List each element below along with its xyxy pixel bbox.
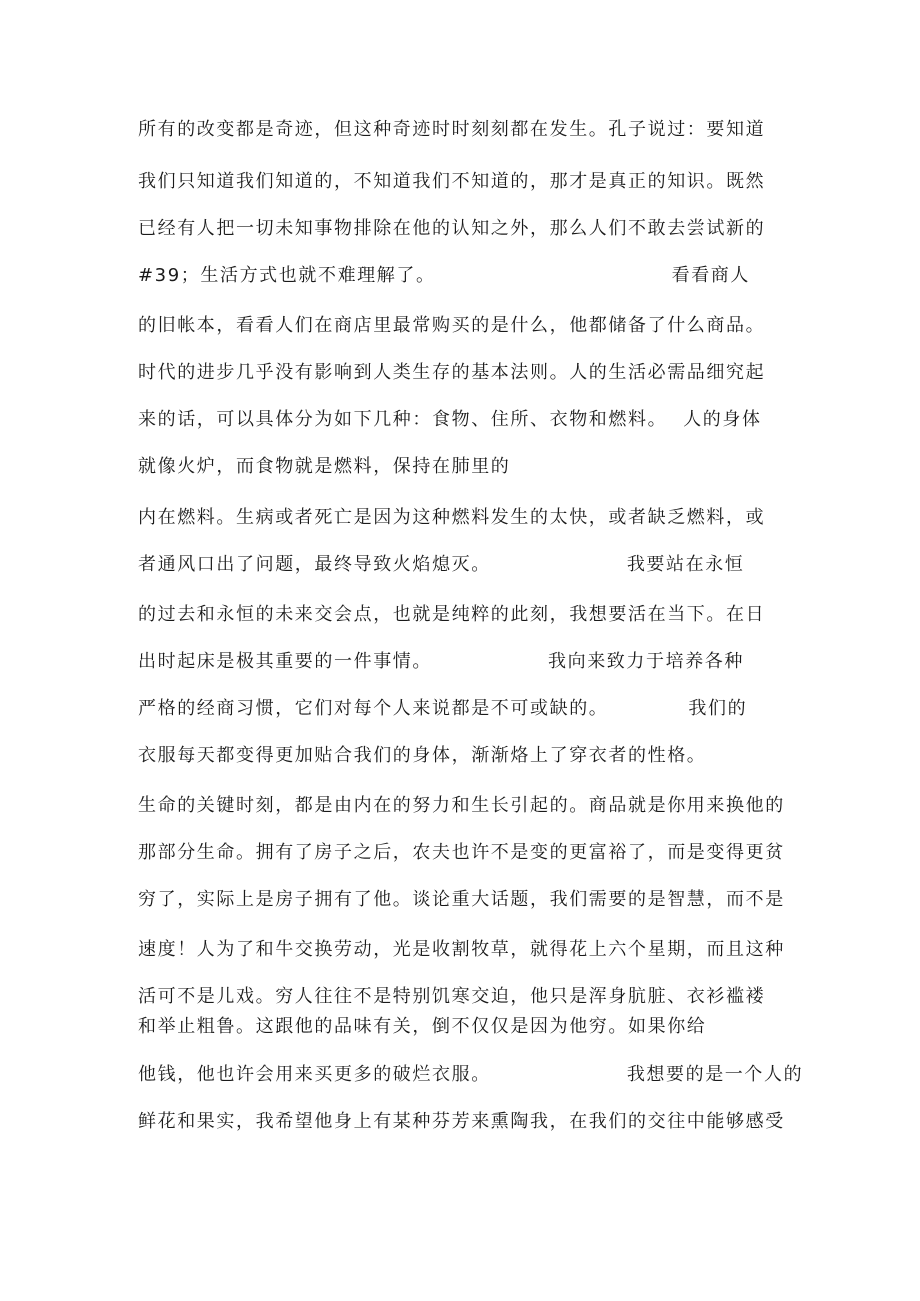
text-line (138, 794, 785, 818)
text-segment: 我想要的是一个人的 (626, 1064, 804, 1085)
text-segment: 已经有人把一切未知事物排除在他的认知之外，那么人们不敢去尝试新的 (138, 218, 766, 239)
text-segment: 的过去和永恒的未来交会点，也就是纯粹的此刻，我想要活在当下。在日 (138, 604, 766, 625)
text-line (138, 1015, 706, 1039)
text-line (138, 888, 785, 912)
text-line (138, 217, 765, 241)
text-segment: 就像火炉，而食物就是燃料，保持在肺里的 (138, 456, 511, 477)
text-line (138, 697, 747, 721)
text-segment: 严格的经商习惯，它们对每个人来说都是不可或缺的。 (138, 698, 609, 719)
text-segment: 我们的 (688, 698, 748, 719)
text-segment: 来的话，可以具体分为如下几种：食物、住所、衣物和燃料。 (138, 409, 668, 430)
text-line (138, 264, 750, 288)
text-segment: 我向来致力于培养各种 (548, 651, 744, 672)
text-segment: 出时起床是极其重要的一件事情。 (138, 651, 432, 672)
text-segment: 我们只知道我们知道的，不知道我们不知道的，那才是真正的知识。既然 (138, 171, 766, 192)
text-line (138, 314, 765, 338)
text-segment: 他钱，他也许会用来买更多的破烂衣服。 (138, 1064, 491, 1085)
text-segment: 人的身体 (683, 409, 762, 430)
text-line (138, 506, 765, 530)
text-line (138, 1063, 803, 1087)
text-segment: 内在燃料。生病或者死亡是因为这种燃料发生的太快，或者缺乏燃料，或 (138, 507, 766, 528)
text-segment: 我要站在永恒 (626, 554, 745, 575)
text-segment: 者通风口出了问题，最终导致火焰熄灭。 (138, 554, 491, 575)
text-line (138, 553, 744, 577)
text-segment: 鲜花和果实，我希望他身上有某种芬芳来熏陶我，在我们的交往中能够感受 (138, 1111, 785, 1132)
text-line (138, 841, 785, 865)
text-segment: 时代的进步几乎没有影响到人类生存的基本法则。人的生活必需品细究起 (138, 362, 766, 383)
text-line (138, 650, 744, 674)
text-line (138, 985, 765, 1009)
text-segment: 和举止粗鲁。这跟他的品味有关，倒不仅仅是因为他穷。如果你给 (138, 1016, 707, 1037)
text-segment: 那部分生命。拥有了房子之后，农夫也许不是变的更富裕了，而是变得更贫 (138, 842, 785, 863)
text-segment: 所有的改变都是奇迹，但这种奇迹时时刻刻都在发生。孔子说过：要知道 (138, 119, 766, 140)
text-segment: 生命的关键时刻，都是由内在的努力和生长引起的。商品就是你用来换他的 (138, 795, 785, 816)
text-line (138, 118, 765, 142)
text-segment: 穷了，实际上是房子拥有了他。谈论重大话题，我们需要的是智慧，而不是 (138, 889, 785, 910)
text-line (138, 938, 785, 962)
text-segment: 活可不是儿戏。穷人往往不是特别饥寒交迫，他只是浑身肮脏、衣衫褴褛 (138, 986, 766, 1007)
text-line (138, 455, 510, 479)
text-line (138, 603, 765, 627)
text-segment: 速度！人为了和牛交换劳动，光是收割牧草，就得花上六个星期，而且这种 (138, 939, 785, 960)
text-line (138, 744, 706, 768)
text-line (138, 408, 762, 432)
text-line (138, 361, 765, 385)
text-line (138, 1110, 785, 1134)
text-segment: 的旧帐本，看看人们在商店里最常购买的是什么，他都储备了什么商品。 (138, 315, 766, 336)
text-segment: #39；生活方式也就不难理解了。 (138, 265, 436, 286)
text-segment: 看看商人 (671, 265, 750, 286)
text-line (138, 170, 765, 194)
text-segment: 衣服每天都变得更加贴合我们的身体，渐渐烙上了穿衣者的性格。 (138, 745, 707, 766)
